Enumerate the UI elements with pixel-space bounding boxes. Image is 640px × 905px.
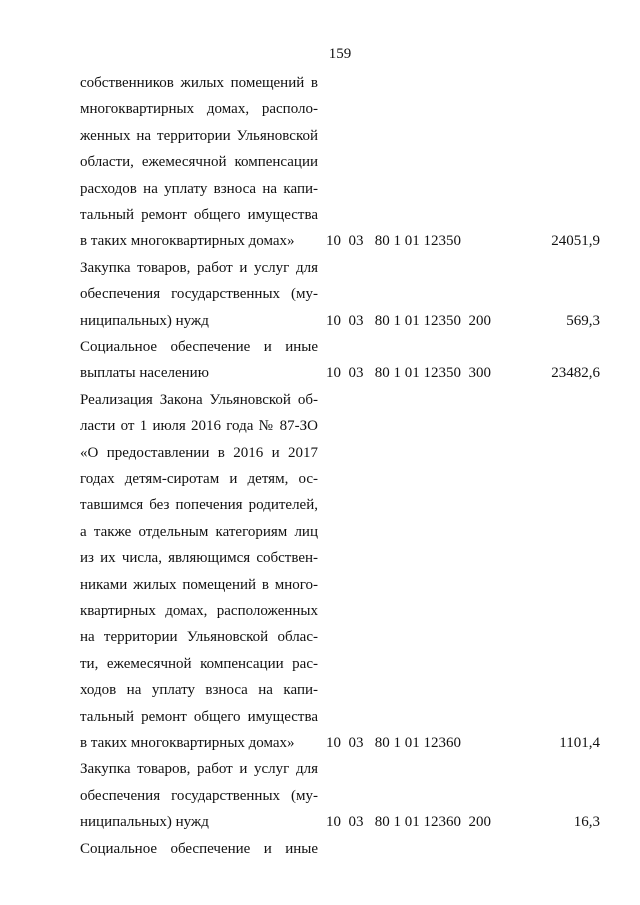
row-text-line: женных на территории Ульяновской: [80, 127, 318, 144]
row-text-line: ласти от 1 июля 2016 года № 87-ЗО: [80, 418, 318, 435]
row-text-line: а также отдельным категориям лиц: [80, 523, 318, 540]
row-text-line: Закупка товаров, работ и услуг для: [80, 259, 318, 276]
row-text-line: Закупка товаров, работ и услуг для: [80, 761, 318, 778]
row-text-line: расходов на уплату взноса на капи-: [80, 180, 318, 197]
classification-codes: 10 03 80 1 01 12360 200: [326, 814, 491, 831]
row-text-line: ниципальных) нужд: [80, 814, 209, 831]
row-text-line: Социальное обеспечение и иные: [80, 339, 318, 355]
row-text-line: в таких многоквартирных домах»: [80, 735, 295, 751]
row-text-line: тавшимся без попечения родителей,: [80, 497, 318, 514]
classification-codes: 10 03 80 1 01 12350 300: [326, 365, 491, 382]
row-text-line: в таких многоквартирных домах»: [80, 233, 295, 250]
row-text-line: тальный ремонт общего имущества: [80, 207, 318, 223]
row-text-line: никами жилых помещений в много-: [80, 576, 318, 593]
row-text-line: тальный ремонт общего имущества: [80, 708, 318, 725]
row-text-line: годах детям-сиротам и детям, ос-: [80, 471, 318, 487]
amount-value: 24051,9: [551, 233, 600, 250]
amount-value: 16,3: [573, 814, 600, 831]
row-text-line: выплаты населению: [80, 365, 209, 382]
row-text-line: квартирных домах, расположенных: [80, 603, 318, 619]
row-text-line: на территории Ульяновской облас-: [80, 629, 318, 646]
row-text-line: обеспечения государственных (му-: [80, 787, 318, 804]
classification-codes: 10 03 80 1 01 12350: [326, 233, 461, 250]
row-text-line: ниципальных) нужд: [80, 312, 209, 329]
row-text-line: Реализация Закона Ульяновской об-: [80, 391, 318, 408]
row-text-line: «О предоставлении в 2016 и 2017: [80, 444, 318, 461]
classification-codes: 10 03 80 1 01 12350 200: [326, 312, 491, 329]
row-text-line: собственников жилых помещений в: [80, 75, 318, 91]
row-text-line: Социальное обеспечение и иные: [80, 840, 318, 857]
page-number: 159: [328, 46, 352, 62]
amount-value: 1101,4: [559, 735, 600, 751]
classification-codes: 10 03 80 1 01 12360: [326, 735, 461, 751]
row-text-line: области, ежемесячной компенсации: [80, 154, 318, 171]
row-text-line: ти, ежемесячной компенсации рас-: [80, 655, 318, 672]
row-text-line: обеспечения государственных (му-: [80, 286, 318, 303]
amount-value: 569,3: [566, 312, 600, 329]
row-text-line: из их числа, являющимся собствен-: [80, 550, 318, 567]
row-text-line: многоквартирных домах, располо-: [80, 101, 318, 118]
amount-value: 23482,6: [551, 365, 600, 382]
row-text-line: ходов на уплату взноса на капи-: [80, 682, 318, 699]
